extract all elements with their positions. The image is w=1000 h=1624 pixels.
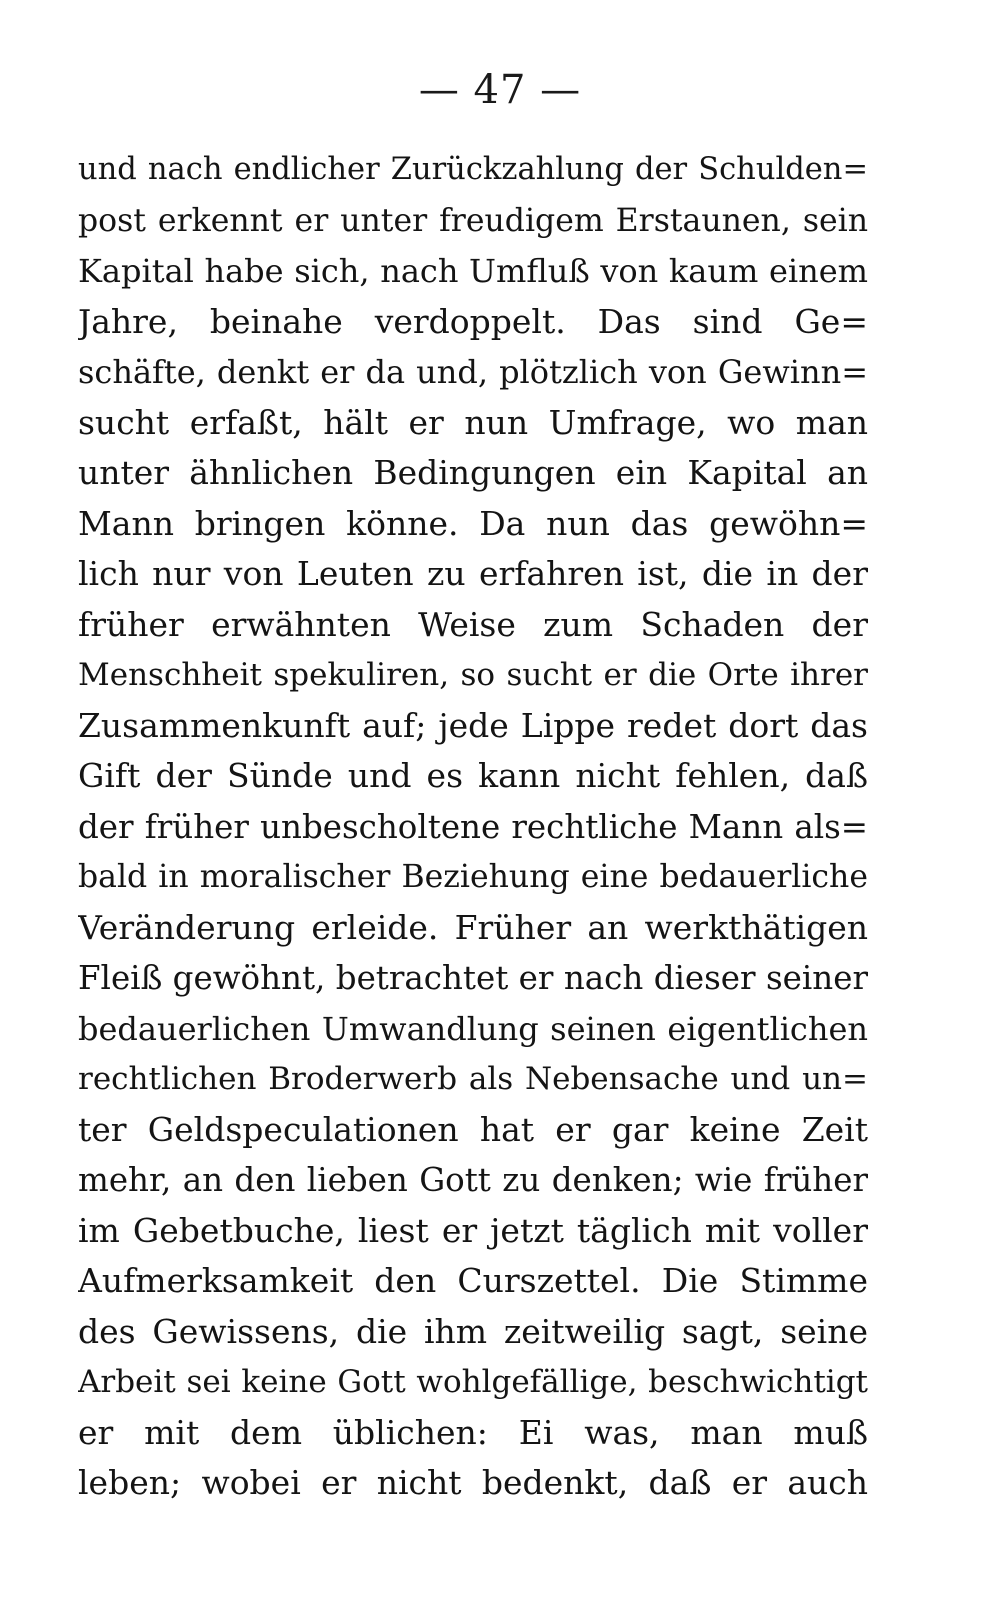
text-line: Kapital habe sich, nach Umfluß von kaum einem xyxy=(78,252,868,290)
text-line: mehr, an den lieben Gott zu denken; wie früher xyxy=(78,1161,868,1199)
text-line: früher erwähnten Weise zum Schaden der xyxy=(78,604,868,644)
text-line: Zusammenkunft auf; jede Lippe redet dort das xyxy=(78,705,868,745)
text-line: Fleiß gewöhnt, betrachtet er nach dieser seiner xyxy=(78,959,868,997)
body-text xyxy=(78,145,868,1509)
text-line: rechtlichen Broderwerb als Nebensache und un= xyxy=(78,1061,868,1097)
text-line: bald in moralischer Beziehung eine bedauerliche xyxy=(78,859,868,895)
text-line: leben; wobei er nicht bedenkt, daß er auch xyxy=(78,1463,868,1502)
text-line: Arbeit sei keine Gott wohlgefällige, beschwichtigt xyxy=(78,1364,868,1400)
text-line: Veränderung erleide. Früher an werkthätigen xyxy=(78,907,868,947)
text-line: im Gebetbuche, liest er jetzt täglich mit voller xyxy=(78,1210,868,1250)
text-line: Jahre, beinahe verdoppelt. Das sind Ge= xyxy=(78,301,868,341)
text-line: der früher unbescholtene rechtliche Mann als= xyxy=(78,807,868,846)
text-line: bedauerlichen Umwandlung seinen eigentlichen xyxy=(78,1009,868,1048)
text-line: ter Geldspeculationen hat er gar keine Zeit xyxy=(78,1109,868,1149)
text-line: Menschheit spekuliren, so sucht er die Orte ihrer xyxy=(78,657,868,693)
text-line: Aufmerksamkeit den Curszettel. Die Stimme xyxy=(78,1261,868,1300)
text-line: des Gewissens, die ihm zeitweilig sagt, seine xyxy=(78,1311,868,1351)
text-line: er mit dem üblichen: Ei was, man muß xyxy=(78,1412,868,1452)
text-line: und nach endlicher Zurückzahlung der Schulden= xyxy=(78,152,868,187)
text-line: sucht erfaßt, hält er nun Umfrage, wo man xyxy=(78,402,868,442)
text-line: Mann bringen könne. Da nun das gewöhn= xyxy=(78,503,868,543)
text-line: unter ähnlichen Bedingungen ein Kapital an xyxy=(78,453,868,492)
text-line: post erkennt er unter freudigem Erstaunen, sein xyxy=(78,202,868,239)
text-line: lich nur von Leuten zu erfahren ist, die in der xyxy=(78,554,868,593)
page-number: — 47 — xyxy=(418,67,582,113)
text-line: Gift der Sünde und es kann nicht fehlen, daß xyxy=(78,756,868,795)
text-line: schäfte, denkt er da und, plötzlich von Gewinn= xyxy=(78,353,868,391)
